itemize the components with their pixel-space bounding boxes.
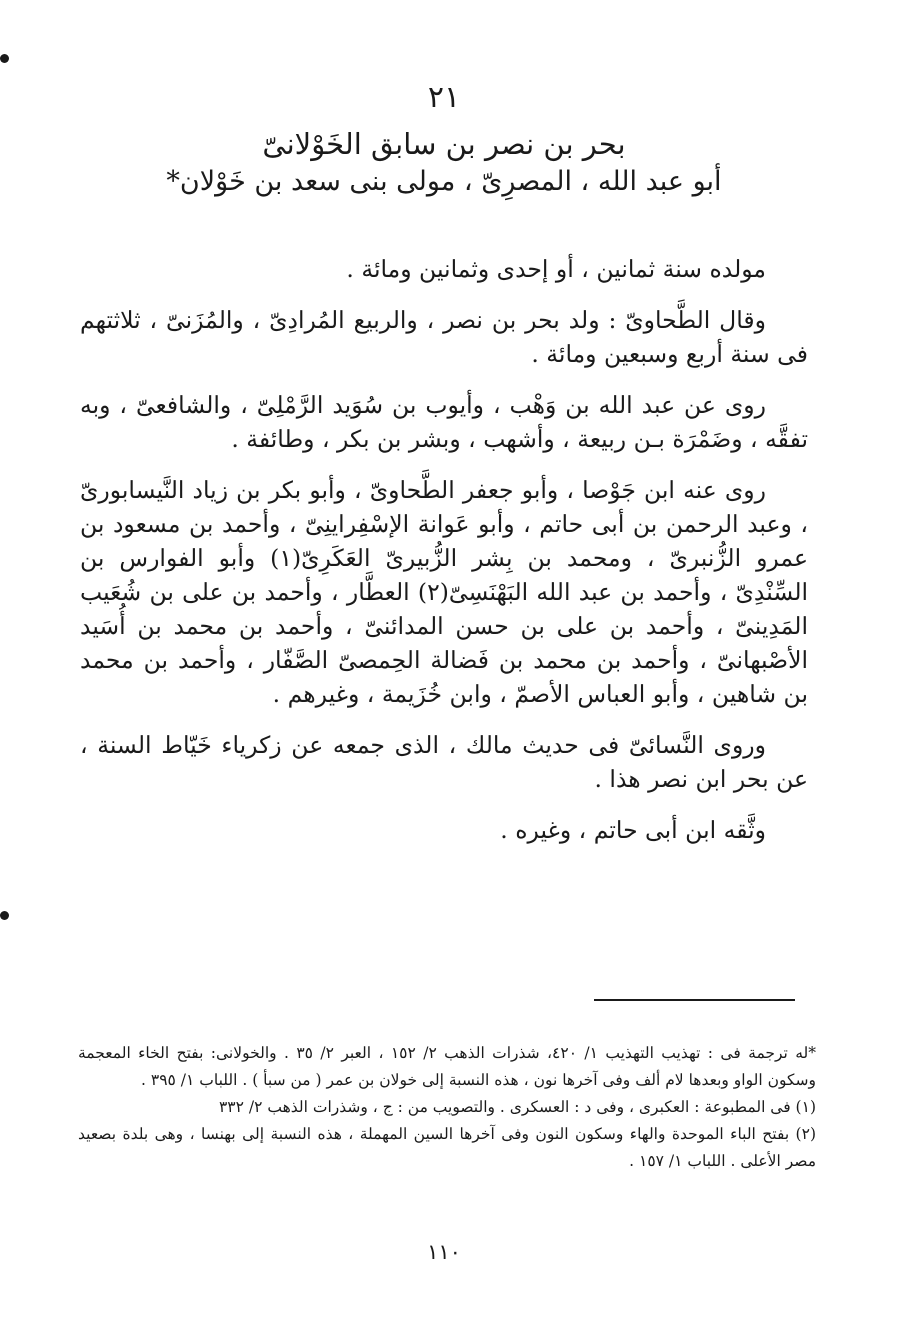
footnotes xyxy=(78,1040,816,1175)
biography-body xyxy=(80,252,808,864)
footnote-2: (٢) بفتح الباء الموحدة والهاء وسكون النون وفى آخرها السين المهملة ، هذه النسبة إلى بهنسا ، وهى بلدة بصعيد مصر الأعلى . اللباب ١/ ١٥٧ . xyxy=(78,1125,816,1170)
margin-mark xyxy=(0,911,9,920)
paragraph-nasai: وروى النَّسائىّ فى حديث مالك ، الذى جمعه عن زكرياء خَيّاط السنة ، عن بحر ابن نصر هذا . xyxy=(80,731,808,793)
entry-subtitle: أبو عبد الله ، المصرِىّ ، مولى بنى سعد بن خَوْلان* xyxy=(166,166,722,197)
footnote-1: (١) فى المطبوعة : العكبرى ، وفى د : العسكرى . والتصويب من : ج ، وشذرات الذهب ٢/ ٣٣٢ xyxy=(218,1098,816,1116)
page-number: ١١٠ xyxy=(427,1240,461,1264)
entry-title: بحر بن نصر بن سابق الخَوْلانىّ xyxy=(262,127,626,161)
paragraph-students: روى عنه ابن جَوْصا ، وأبو جعفر الطَّحاوىّ ، وأبو بكر بن زياد النَّيسابورىّ ، وعبد الرحمن بن أبى حاتم ، وأبو عَوانة الإسْفِراينِىّ ، وأحمد بن مسعود بن عمرو الزُّنبرىّ ، ومحمد بن بِشر الزُّبيرىّ العَكَرِىّ(١) وأبو الفوارس بن السِّنْدِىّ ، وأحمد بن عبد الله البَهْنَسِىّ(٢) العطَّار ، وأحمد بن على بن شُعَيب المَدِينىّ ، وأحمد بن على بن حسن المدائنىّ ، وأحمد بن محمد بن أُسَيد الأصْبهانىّ ، وأحمد بن محمد بن فَضالة الحِمصىّ الصَّفّار ، وأحمد بن محمد بن شاهين ، وأبو العباس الأصمّ ، وابن خُزَيمة ، وغيرهم . xyxy=(80,476,809,708)
footnote-star: *له ترجمة فى : تهذيب التهذيب ١/ ٤٢٠، شذرات الذهب ٢/ ١٥٢ ، العبر ٢/ ٣٥ . والخولانى: بفتح الخاء المعجمة وسكون الواو وبعدها لام ألف وفى آخرها نون ، هذه النسبة إلى خولان بن عمر ( من سبأ ) . اللباب ١/ ٣٩٥ . xyxy=(78,1044,817,1089)
paragraph-tahawi: وقال الطَّحاوىّ : ولد بحر بن نصر ، والربيع المُرادِىّ ، والمُزَنىّ ، ثلاثتهم فى سنة أربع وسبعين ومائة . xyxy=(80,306,808,368)
paragraph-reliability: وثَّقه ابن أبى حاتم ، وغيره . xyxy=(500,816,766,844)
footnote-divider xyxy=(594,999,795,1001)
margin-mark xyxy=(0,54,9,63)
paragraph-birth: مولده سنة ثمانين ، أو إحدى وثمانين ومائة . xyxy=(346,255,766,283)
paragraph-teachers: روى عن عبد الله بن وَهْب ، وأيوب بن سُوَيد الرَّمْلِىّ ، والشافعىّ ، وبه تفقَّه ، وضَمْرَة بـن ربيعة ، وأشهب ، وبشر بن بكر ، وطائفة . xyxy=(80,391,808,453)
entry-number: ٢١ xyxy=(427,80,461,115)
